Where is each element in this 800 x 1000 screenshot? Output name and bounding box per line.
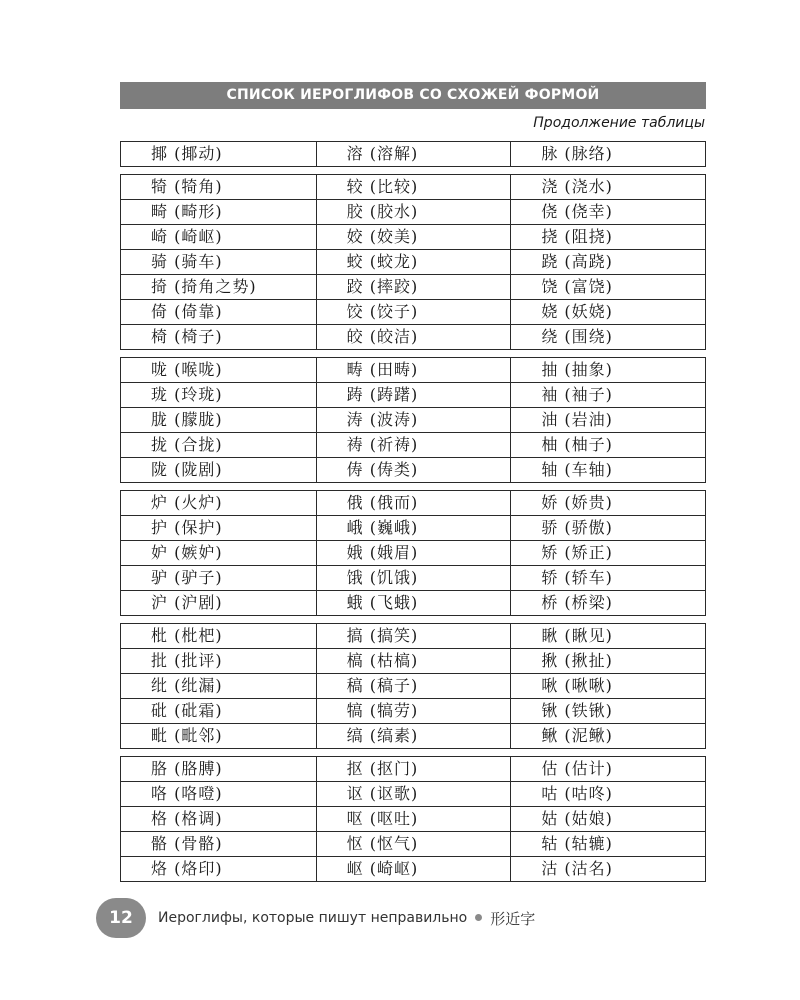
table-row [121,383,705,408]
table-cell: 胳 (胳膊) [151,759,223,778]
table-cell: 轿 (轿车) [510,566,705,590]
table-row [121,541,705,566]
table-row [121,591,705,615]
table-row [121,649,705,674]
table-cell: 啾 (啾啾) [510,674,705,698]
table-row [121,491,705,516]
table-row [121,857,705,881]
table-row [121,200,705,225]
table-cell: 蛟 (蛟龙) [316,250,511,274]
table-cell: 畴 (田畴) [316,358,511,382]
table-row [121,300,705,325]
table-cell: 呕 (呕吐) [316,807,511,831]
table-row [121,275,705,300]
table-cell: 沪 (沪剧) [151,593,223,612]
table-cell: 咙 (喉咙) [151,360,223,379]
table-cell: 咕 (咕咚) [510,782,705,806]
table-cell: 估 (估计) [510,757,705,781]
table-cell: 踌 (踌躇) [316,383,511,407]
table-row [121,433,705,458]
table-cell: 桥 (桥梁) [510,591,705,615]
table-row [121,175,705,200]
table-cell: 跷 (高跷) [510,250,705,274]
table-group [120,141,706,167]
table-group [120,490,706,616]
footer-book-title: Иероглифы, которые пишут неправильно [158,910,468,926]
table-cell: 溶 (溶解) [316,142,511,166]
table-cell: 涛 (波涛) [316,408,511,432]
table-cell: 搞 (搞笑) [316,624,511,648]
table-cell: 跤 (摔跤) [316,275,511,299]
table-cell: 陇 (陇剧) [151,460,223,479]
table-cell: 槁 (枯槁) [316,649,511,673]
table-cell: 鳅 (泥鳅) [510,724,705,748]
table-cell: 格 (格调) [151,809,223,828]
table-row [121,225,705,250]
table-row [121,757,705,782]
table-cell: 胶 (胶水) [316,200,511,224]
table-row [121,408,705,433]
section-title-bar: СПИСОК ИЕРОГЛИФОВ СО СХОЖЕЙ ФОРМОЙ [120,82,706,109]
table-cell: 饺 (饺子) [316,300,511,324]
table-cell: 脉 (脉络) [510,142,705,166]
table-group [120,756,706,882]
table-cell: 锹 (铁锹) [510,699,705,723]
table-row [121,325,705,349]
table-row [121,566,705,591]
table-cell: 轴 (车轴) [510,458,705,482]
table-cell: 骼 (骨骼) [151,834,223,853]
table-cell: 姑 (姑娘) [510,807,705,831]
footer-bullet-icon [475,914,482,921]
table-cell: 犒 (犒劳) [316,699,511,723]
table-cell: 岖 (崎岖) [316,857,511,881]
table-continuation-note: Продолжение таблицы [533,115,705,131]
table-cell: 俦 (俦类) [316,458,511,482]
table-cell: 缟 (缟素) [316,724,511,748]
table-cell: 驴 (驴子) [151,568,223,587]
table-cell: 浇 (浇水) [510,175,705,199]
table-cell: 绕 (围绕) [510,325,705,349]
table-cell: 枇 (枇杷) [151,626,223,645]
page-footer [96,898,535,938]
footer-chapter-title: 形近字 [490,909,536,928]
table-cell: 珑 (玲珑) [151,385,223,404]
table-cell: 饶 (富饶) [510,275,705,299]
table-cell: 批 (批评) [151,651,223,670]
table-group [120,357,706,483]
table-cell: 油 (岩油) [510,408,705,432]
table-row [121,458,705,482]
table-row [121,142,705,166]
table-row [121,358,705,383]
table-cell: 姣 (姣美) [316,225,511,249]
table-row [121,699,705,724]
table-cell: 崎 (崎岖) [151,227,223,246]
table-cell: 护 (保护) [151,518,223,537]
table-cell: 稿 (稿子) [316,674,511,698]
table-cell: 抽 (抽象) [510,358,705,382]
table-cell: 峨 (巍峨) [316,516,511,540]
character-table [120,141,706,889]
table-row [121,782,705,807]
table-cell: 柚 (柚子) [510,433,705,457]
table-cell: 揶 (揶动) [151,144,223,163]
table-cell: 娇 (娇贵) [510,491,705,515]
table-cell: 纰 (纰漏) [151,676,223,695]
table-group [120,174,706,350]
table-row [121,724,705,748]
table-cell: 砒 (砒霜) [151,701,223,720]
table-cell: 瞅 (瞅见) [510,624,705,648]
table-cell: 倚 (倚靠) [151,302,223,321]
table-cell: 烙 (烙印) [151,859,223,878]
table-cell: 饿 (饥饿) [316,566,511,590]
table-group [120,623,706,749]
table-cell: 较 (比较) [316,175,511,199]
table-row [121,807,705,832]
table-cell: 祷 (祈祷) [316,433,511,457]
table-cell: 挠 (阻挠) [510,225,705,249]
table-row [121,832,705,857]
table-cell: 毗 (毗邻) [151,726,223,745]
table-cell: 娥 (娥眉) [316,541,511,565]
table-cell: 揪 (揪扯) [510,649,705,673]
table-cell: 怄 (怄气) [316,832,511,856]
table-cell: 沽 (沽名) [510,857,705,881]
table-cell: 皎 (皎洁) [316,325,511,349]
table-cell: 俄 (俄而) [316,491,511,515]
table-cell: 犄 (犄角) [151,177,223,196]
table-cell: 侥 (侥幸) [510,200,705,224]
table-row [121,624,705,649]
table-cell: 袖 (袖子) [510,383,705,407]
table-row [121,250,705,275]
table-cell: 胧 (朦胧) [151,410,223,429]
table-row [121,516,705,541]
table-cell: 咯 (咯噔) [151,784,223,803]
table-cell: 拢 (合拢) [151,435,223,454]
table-cell: 妒 (嫉妒) [151,543,223,562]
table-cell: 骑 (骑车) [151,252,223,271]
table-cell: 轱 (轱辘) [510,832,705,856]
table-cell: 娆 (妖娆) [510,300,705,324]
table-cell: 讴 (讴歌) [316,782,511,806]
table-cell: 椅 (椅子) [151,327,223,346]
table-cell: 蛾 (飞蛾) [316,591,511,615]
table-cell: 骄 (骄傲) [510,516,705,540]
table-cell: 炉 (火炉) [151,493,223,512]
table-cell: 畸 (畸形) [151,202,223,221]
table-cell: 矫 (矫正) [510,541,705,565]
table-row [121,674,705,699]
table-cell: 掎 (掎角之势) [151,277,257,296]
page-number-badge: 12 [96,898,146,938]
table-cell: 抠 (抠门) [316,757,511,781]
